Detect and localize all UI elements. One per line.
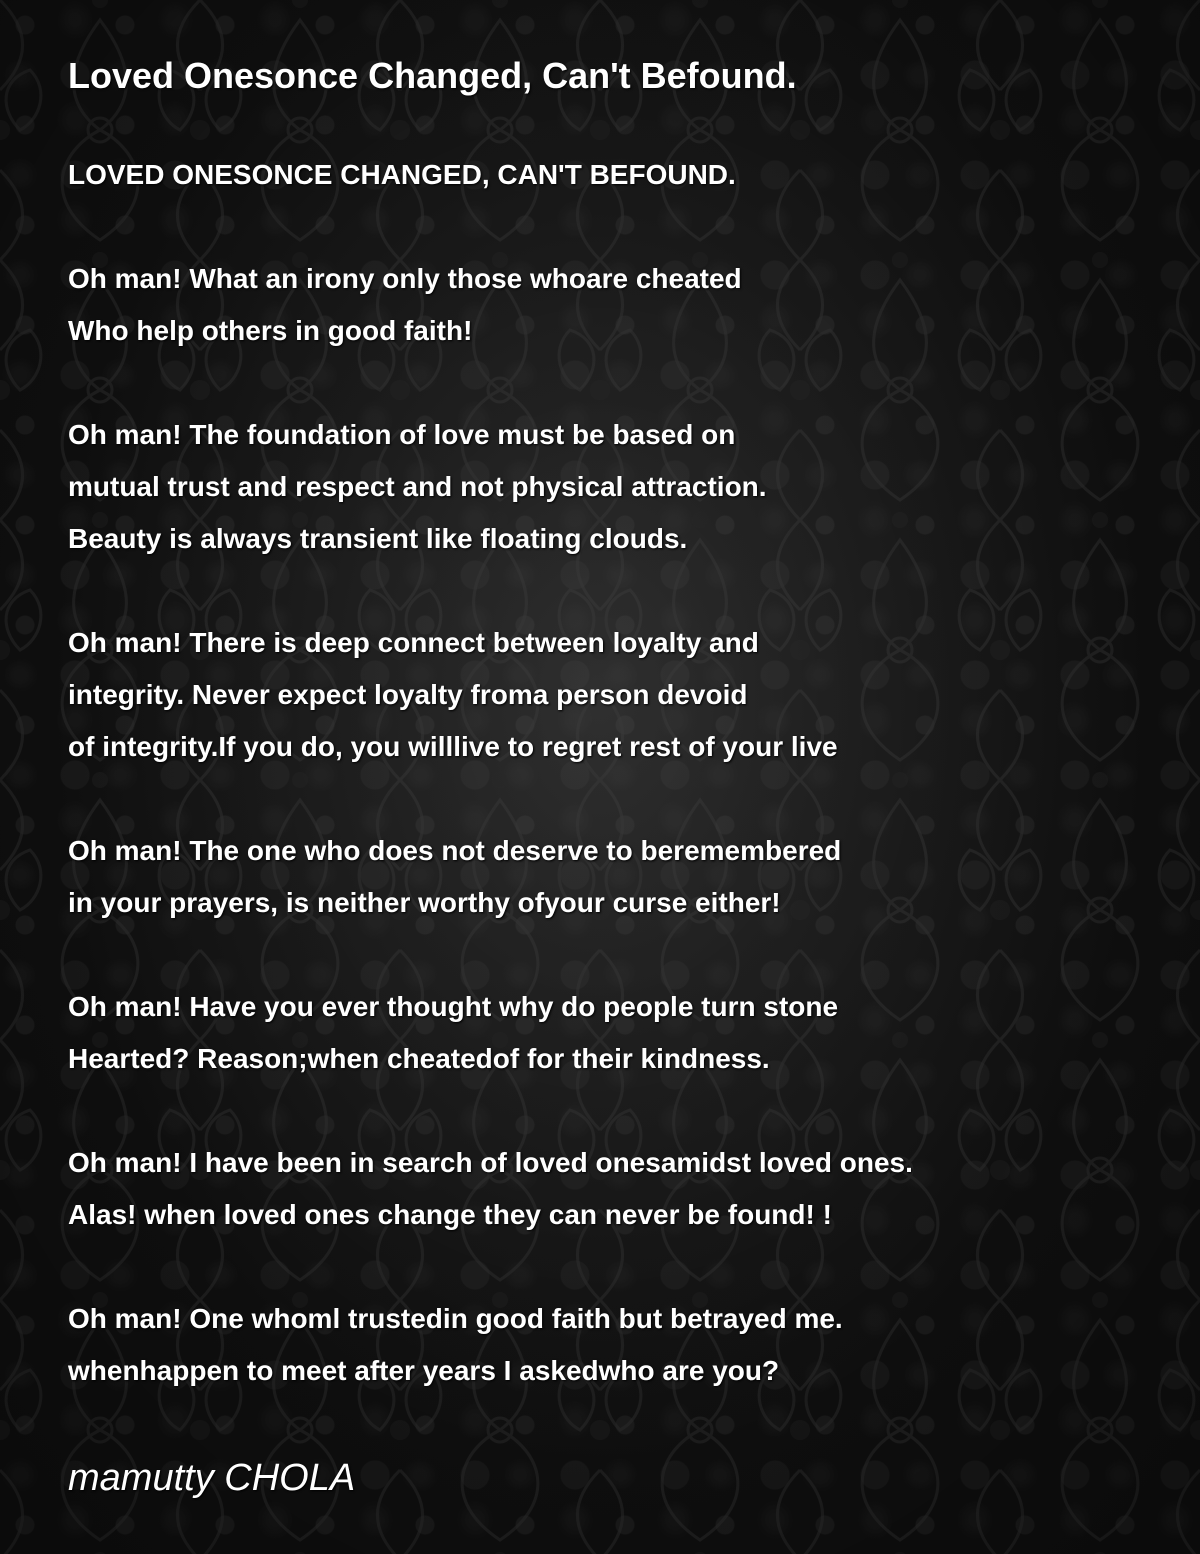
poem-line: Oh man! There is deep connect between loyalty and xyxy=(68,627,759,658)
poem-line: Oh man! One whoml trustedin good faith but betrayed me. xyxy=(68,1303,843,1334)
poem-line: Alas! when loved ones change they can never be found! ! xyxy=(68,1199,832,1230)
stanza-gap xyxy=(68,357,913,409)
stanza-gap xyxy=(68,773,913,825)
poem-line: Oh man! I have been in search of loved onesamidst loved ones. xyxy=(68,1147,913,1178)
stanza-gap xyxy=(68,1241,913,1293)
poem-line: whenhappen to meet after years I askedwho are you? xyxy=(68,1355,780,1386)
poem-line: mutual trust and respect and not physical attraction. xyxy=(68,471,767,502)
stanza-gap xyxy=(68,565,913,617)
stanza-gap xyxy=(68,1085,913,1137)
poem-line: Oh man! The foundation of love must be based on xyxy=(68,419,736,450)
poem-line: Oh man! What an irony only those whoare cheated xyxy=(68,263,742,294)
stanza-gap xyxy=(68,201,913,253)
poem-line: Oh man! Have you ever thought why do people turn stone xyxy=(68,991,839,1022)
poem-author[interactable]: mamutty CHOLA xyxy=(68,1457,356,1499)
poem-title: Loved Onesonce Changed, Can't Befound. xyxy=(68,55,797,96)
stanza-gap xyxy=(68,929,913,981)
poem-line: Oh man! The one who does not deserve to beremembered xyxy=(68,835,842,866)
poem-line: Hearted? Reason;when cheatedof for their kindness. xyxy=(68,1043,770,1074)
poem-line: of integrity.If you do, you willlive to regret rest of your live xyxy=(68,731,838,762)
poem-body xyxy=(68,149,913,1397)
poem-line: Beauty is always transient like floating clouds. xyxy=(68,523,688,554)
poem-line: LOVED ONESONCE CHANGED, CAN'T BEFOUND. xyxy=(68,159,736,190)
poem-line: in your prayers, is neither worthy ofyour curse either! xyxy=(68,887,781,918)
poem-line: Who help others in good faith! xyxy=(68,315,473,346)
poem-line: integrity. Never expect loyalty froma person devoid xyxy=(68,679,748,710)
